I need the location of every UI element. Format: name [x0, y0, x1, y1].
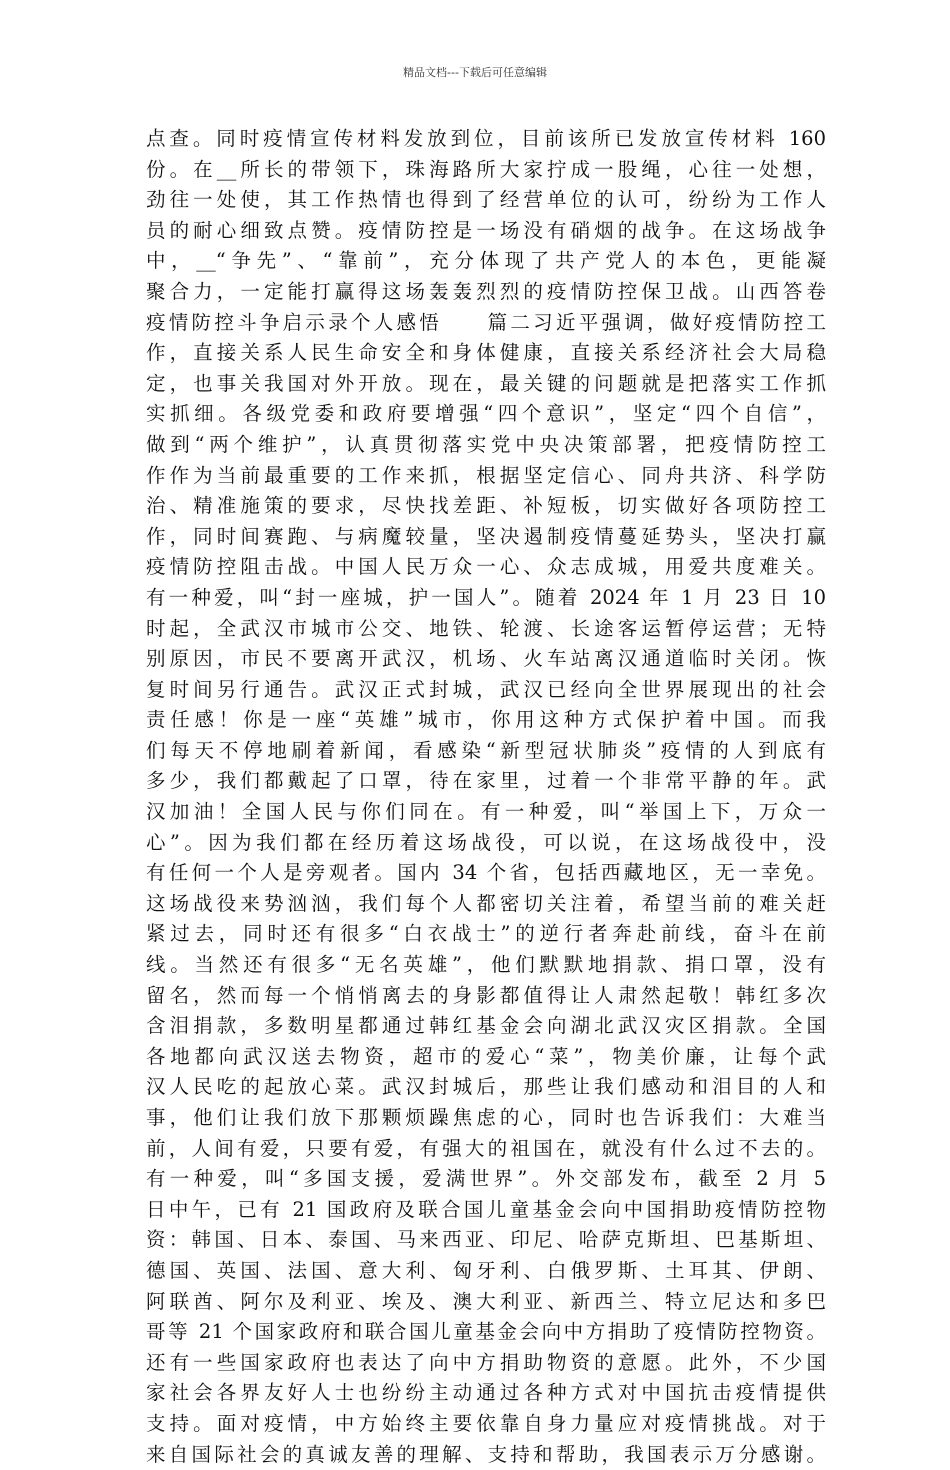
- text-line: 员的耐心细致点赞。疫情防控是一场没有硝烟的战争。在这场战争: [146, 218, 826, 242]
- text-line: 点查。同时疫情宣传材料发放到位，目前该所已发放宣传材料 160: [146, 127, 826, 150]
- text-line: 哥等 21 个国家政府和联合国儿童基金会向中方捐助了疫情防控物资。: [146, 1320, 826, 1344]
- text-line: 劲往一处使，其工作热情也得到了经营单位的认可，纷纷为工作人: [146, 188, 826, 212]
- text-line: 阿联酋、阿尔及利亚、埃及、澳大利亚、新西兰、特立尼达和多巴: [146, 1289, 826, 1313]
- text-line: 份。在__所长的带领下，珠海路所大家拧成一股绳，心往一处想，: [146, 157, 826, 181]
- text-line: 作，直接关系人民生命安全和身体健康，直接关系经济社会大局稳: [146, 341, 826, 365]
- text-line: 们每天不停地刷着新闻，看感染“新型冠状肺炎”疫情的人到底有: [146, 738, 826, 762]
- text-line: 责任感！你是一座“英雄”城市，你用这种方式保护着中国。而我: [146, 708, 826, 732]
- text-line: 治、精准施策的要求，尽快找差距、补短板，切实做好各项防控工: [146, 494, 826, 518]
- page-header: 精品文档---下载后可任意编辑: [403, 66, 547, 79]
- text-line: 聚合力，一定能打赢得这场轰轰烈烈的疫情防控保卫战。山西答卷: [146, 279, 826, 303]
- text-line: 前，人间有爱，只要有爱，有强大的祖国在，就没有什么过不去的。: [146, 1136, 826, 1160]
- text-line: 复时间另行通告。武汉正式封城，武汉已经向全世界展现出的社会: [146, 677, 826, 701]
- text-line: 事，他们让我们放下那颗烦躁焦虑的心，同时也告诉我们：大难当: [146, 1106, 826, 1129]
- text-line: 汉人民吃的起放心菜。武汉封城后，那些让我们感动和泪目的人和: [146, 1075, 826, 1099]
- text-line: 各地都向武汉送去物资，超市的爱心“菜”，物美价廉，让每个武: [146, 1044, 826, 1068]
- text-line: 来自国际社会的真诚友善的理解、支持和帮助，我国表示万分感谢。: [146, 1442, 826, 1466]
- text-line: 心”。因为我们都在经历着这场战役，可以说，在这场战役中，没: [146, 830, 826, 854]
- text-line: 多少，我们都戴起了口罩，待在家里，过着一个非常平静的年。武: [146, 769, 826, 793]
- text-line: 疫情防控阻击战。中国人民万众一心、众志成城，用爱共度难关。: [146, 555, 826, 579]
- text-line: 还有一些国家政府也表达了向中方捐助物资的意愿。此外，不少国: [146, 1350, 826, 1374]
- text-line: 德国、英国、法国、意大利、匈牙利、白俄罗斯、土耳其、伊朗、: [146, 1258, 826, 1282]
- text-line: 日中午，已有 21 国政府及联合国儿童基金会向中国捐助疫情防控物: [146, 1197, 826, 1221]
- text-line: 疫情防控斗争启示录个人感悟 篇二习近平强调，做好疫情防控工: [146, 310, 826, 334]
- text-line: 汉加油！全国人民与你们同在。有一种爱，叫“举国上下，万众一: [146, 800, 826, 824]
- text-line: 资：韩国、日本、泰国、马来西亚、印尼、哈萨克斯坦、巴基斯坦、: [146, 1228, 826, 1252]
- text-line: 紧过去，同时还有很多“白衣战士”的逆行者奔赴前线，奋斗在前: [146, 922, 826, 946]
- text-line: 别原因，市民不要离开武汉，机场、火车站离汉通道临时关闭。恢: [146, 647, 826, 671]
- text-line: 这场战役来势汹汹，我们每个人都密切关注着，希望当前的难关赶: [146, 891, 826, 915]
- text-line: 线。当然还有很多“无名英雄”，他们默默地捐款、捐口罩，没有: [146, 953, 826, 977]
- text-line: 作，同时间赛跑、与病魔较量，坚决遏制疫情蔓延势头，坚决打赢: [146, 524, 826, 548]
- text-line: 作作为当前最重要的工作来抓，根据坚定信心、同舟共济、科学防: [146, 463, 826, 487]
- text-line: 含泪捐款，多数明星都通过韩红基金会向湖北武汉灾区捐款。全国: [146, 1014, 826, 1038]
- text-line: 中，__“争先”、“靠前”，充分体现了共产党人的本色，更能凝: [146, 249, 826, 273]
- text-line: 定，也事关我国对外开放。现在，最关键的问题就是把落实工作抓: [146, 371, 826, 395]
- text-line: 有一种爱，叫“多国支援，爱满世界”。外交部发布，截至 2 月 5: [146, 1167, 826, 1191]
- text-line: 留名，然而每一个悄悄离去的身影都值得让人肃然起敬！韩红多次: [146, 983, 826, 1007]
- text-line: 时起，全武汉市城市公交、地铁、轮渡、长途客运暂停运营；无特: [146, 616, 826, 640]
- text-line: 实抓细。各级党委和政府要增强“四个意识”，坚定“四个自信”，: [146, 402, 826, 426]
- text-line: 家社会各界友好人士也纷纷主动通过各种方式对中国抗击疫情提供: [146, 1381, 826, 1405]
- document-body: [146, 124, 826, 1470]
- text-line: 支持。面对疫情，中方始终主要依靠自身力量应对疫情挑战。对于: [146, 1411, 826, 1435]
- text-line: 做到“两个维护”，认真贯彻落实党中央决策部署，把疫情防控工: [146, 432, 826, 456]
- text-line: 有任何一个人是旁观者。国内 34 个省，包括西藏地区，无一幸免。: [146, 861, 826, 885]
- text-line: 有一种爱，叫“封一座城，护一国人”。随着 2024 年 1 月 23 日 10: [146, 585, 826, 609]
